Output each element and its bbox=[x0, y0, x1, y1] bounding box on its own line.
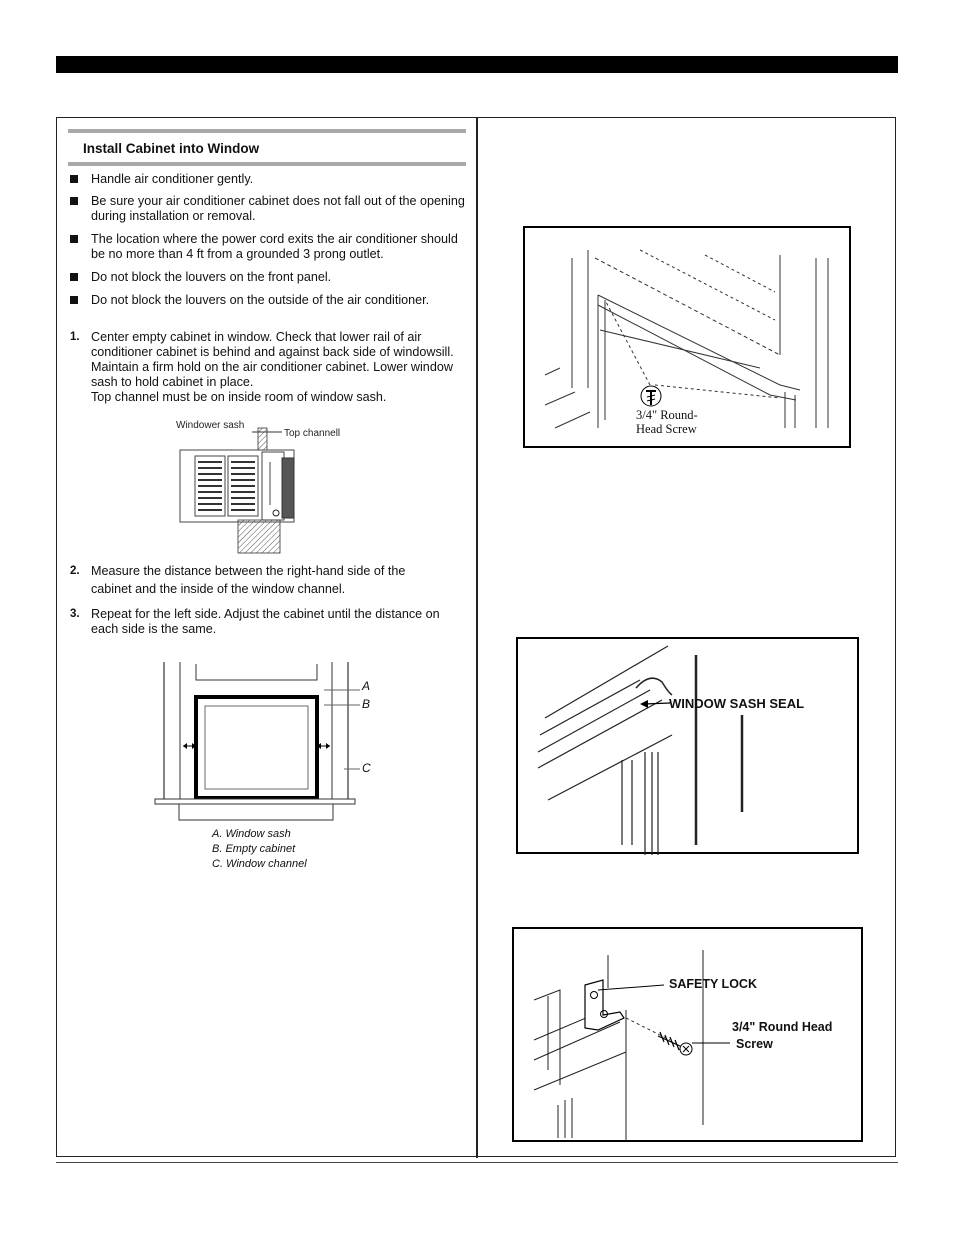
list-item: Do not block the louvers on the outside of the air conditioner. bbox=[68, 293, 468, 308]
step-2: 2. Measure the distance between the right-hand side of the cabinet and the inside of the window channel. bbox=[70, 564, 406, 596]
figure5-lock-label: SAFETY LOCK bbox=[669, 977, 757, 991]
list-item: The location where the power cord exits the air conditioner should be no more than 4 ft from a grounded 3 prong outlet. bbox=[68, 232, 468, 262]
list-item: Do not block the louvers on the front panel. bbox=[68, 270, 468, 285]
figure1-label-sash: Windower sash bbox=[176, 420, 245, 431]
figure2-letter-b: B bbox=[362, 697, 371, 711]
list-item: Handle air conditioner gently. bbox=[68, 172, 468, 187]
section-title: Install Cabinet into Window bbox=[83, 141, 260, 156]
figure2-letter-c: C bbox=[362, 761, 371, 775]
list-item: Be sure your air conditioner cabinet does not fall out of the opening during installation or removal. bbox=[68, 194, 468, 224]
figure5-screw-label: 3/4" Round Head Screw bbox=[732, 1020, 833, 1051]
step-3: 3. Repeat for the left side. Adjust the cabinet until the distance on each side is the same. bbox=[70, 607, 440, 636]
figure4-seal-label: WINDOW SASH SEAL bbox=[669, 696, 805, 711]
figure2-letter-a: A bbox=[362, 679, 371, 693]
step-1: 1. Center empty cabinet in window. Check that lower rail of air conditioner cabinet is behind and against back side of windowsill. Maintain a firm hold on the air conditioner cabinet. Lower window sash to hold cabinet in place. Top channel must be on inside room of window sash. bbox=[70, 330, 454, 404]
figure3-screw-label: 3/4" Round- Head Screw bbox=[636, 408, 698, 436]
figure2-legend: A. Window sash B. Empty cabinet C. Window channel bbox=[212, 828, 307, 870]
figure1-label-channel: Top channell bbox=[284, 428, 341, 439]
